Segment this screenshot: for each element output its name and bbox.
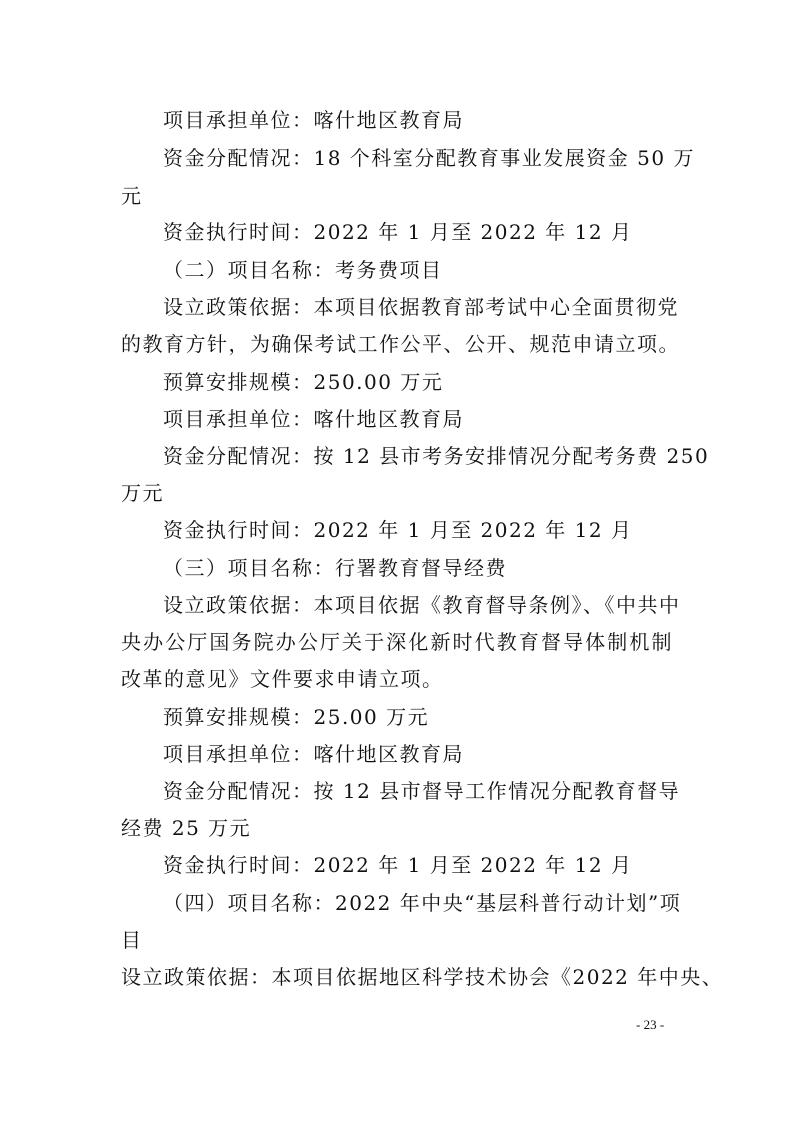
text-line: 经费 25 万元 [121, 816, 252, 840]
text-line: 资金执行时间：2022 年 1 月至 2022 年 12 月 [163, 853, 633, 877]
page-number: - 23 - [636, 1017, 665, 1032]
section-heading: （二）项目名称：考务费项目 [163, 258, 443, 282]
text-line: 万元 [121, 481, 164, 505]
text-line: 设立政策依据：本项目依据《教育督导条例》、《中共中 [163, 593, 681, 617]
text-line: 项目承担单位：喀什地区教育局 [163, 407, 464, 431]
text-line: 项目承担单位：喀什地区教育局 [163, 108, 464, 132]
text-line: 资金分配情况：按 12 县市督导工作情况分配教育督导 [163, 779, 681, 803]
text-line: 资金执行时间：2022 年 1 月至 2022 年 12 月 [163, 220, 633, 244]
section-heading: （四）项目名称：2022 年中央“基层科普行动计划”项 [163, 891, 682, 915]
section-heading: （三）项目名称：行署教育督导经费 [163, 556, 507, 580]
text-line: 资金分配情况：按 12 县市考务安排情况分配考务费 250 [163, 444, 710, 468]
text-line: 的教育方针，为确保考试工作公平、公开、规范申请立项。 [121, 332, 680, 356]
text-line: 预算安排规模：250.00 万元 [163, 370, 444, 394]
text-line: 资金执行时间：2022 年 1 月至 2022 年 12 月 [163, 518, 633, 542]
text-line: 设立政策依据：本项目依据教育部考试中心全面贯彻党 [163, 295, 679, 319]
text-line: 元 [121, 184, 143, 208]
text-line: 目 [121, 928, 143, 952]
text-line: 预算安排规模：25.00 万元 [163, 705, 430, 729]
text-line: 资金分配情况：18 个科室分配教育事业发展资金 50 万 [163, 146, 695, 170]
text-line: 设立政策依据：本项目依据地区科学技术协会《2022 年中央、 [121, 965, 724, 989]
text-line: 改革的意见》文件要求申请立项。 [121, 667, 444, 691]
text-line: 央办公厅国务院办公厅关于深化新时代教育督导体制机制 [121, 630, 673, 654]
text-line: 项目承担单位：喀什地区教育局 [163, 742, 464, 766]
